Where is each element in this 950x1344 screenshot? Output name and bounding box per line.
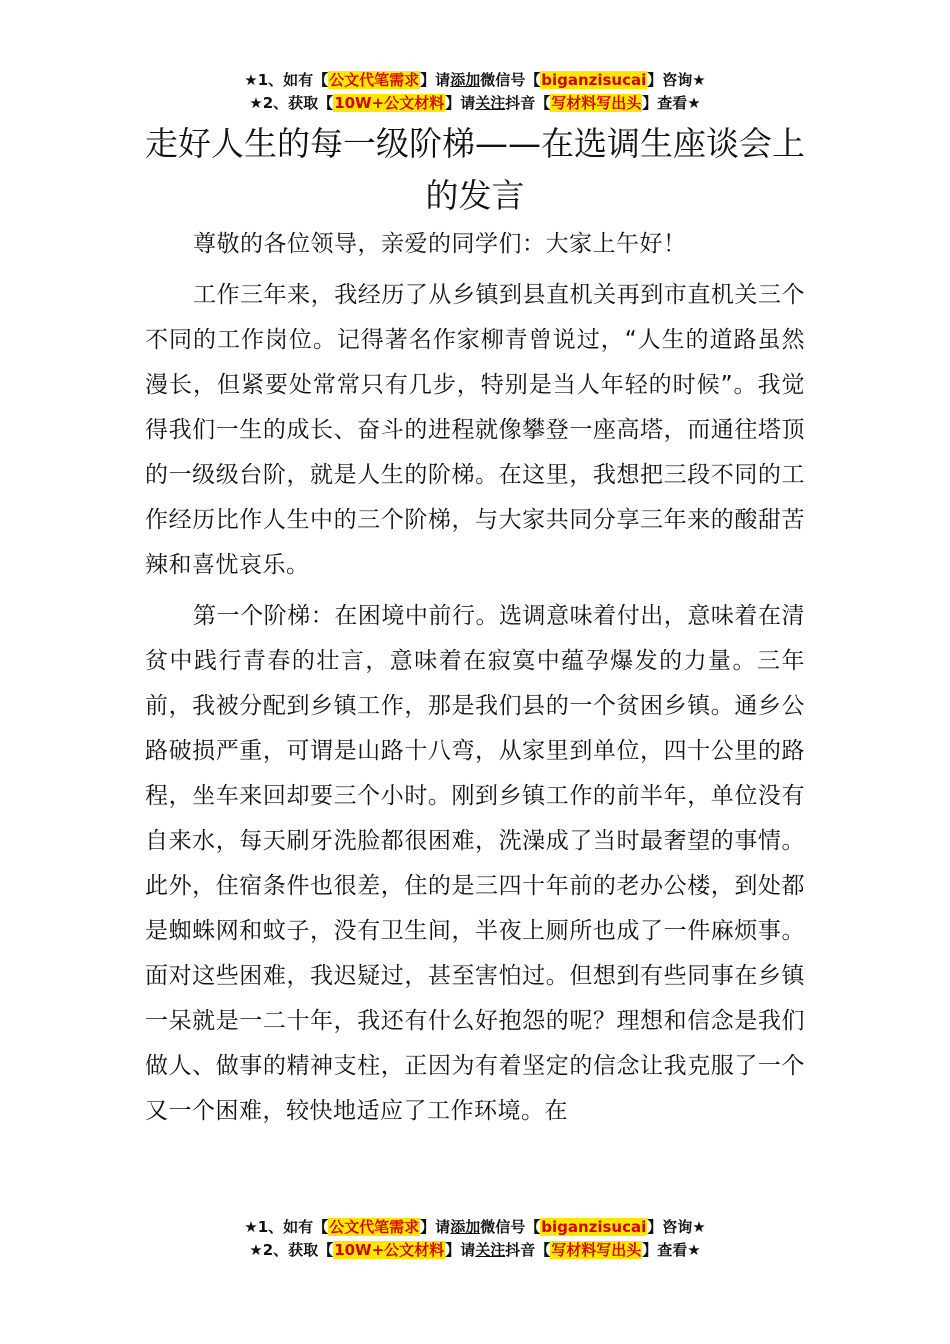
banner-text: ★2、获取【 — [249, 1241, 334, 1259]
banner-text: 】请 — [420, 71, 451, 89]
document-title: 走好人生的每一级阶梯——在选调生座谈会上的发言 — [145, 124, 805, 215]
banner-text: ★2、获取【 — [249, 94, 334, 112]
banner-text: 】查看★ — [642, 1241, 701, 1259]
banner-text: ★1、如有【 — [244, 1218, 329, 1236]
highlight-service: 公文代笔需求 — [329, 1218, 420, 1236]
highlight-materials: 10W+公文材料 — [334, 94, 445, 112]
banner-text: 】咨询★ — [647, 71, 706, 89]
highlight-service: 公文代笔需求 — [329, 71, 420, 89]
banner-text: 】请 — [445, 1241, 476, 1259]
highlight-wechat-id: biganzisucai — [541, 1218, 647, 1236]
underlined-text: 关注 — [475, 94, 506, 112]
underlined-text: 关注 — [475, 1241, 506, 1259]
banner-line-1 — [0, 1216, 950, 1239]
paragraph-greeting: 尊敬的各位领导，亲爱的同学们：大家上午好！ — [193, 231, 687, 257]
banner-text: 抖音【 — [505, 1241, 551, 1259]
banner-line-2 — [0, 92, 950, 115]
paragraph-first-step: 第一个阶梯：在困境中前行。选调意味着付出，意味着在清贫中践行青春的壮言，意味着在寂寞中蕴孕爆发的力量。三年前，我被分配到乡镇工作，那是我们县的一个贫困乡镇。通乡公路破损严重，可谓是山路十八弯，从家里到单位，四十公里的路程，坐车来回却要三个小时。刚到乡镇工作的前半年，单位没有自来水，每天刷牙洗脸都很困难，洗澡成了当时最奢望的事情。此外，住宿条件也很差，住的是三四十年前的老办公楼，到处都是蜘蛛网和蚊子，没有卫生间，半夜上厕所也成了一件麻烦事。面对这些困难，我迟疑过，甚至害怕过。但想到有些同事在乡镇一呆就是一二十年，我还有什么好抱怨的呢？理想和信念是我们做人、做事的精神支柱，正因为有着坚定的信念让我克服了一个又一个困难，较快地适应了工作环境。在 — [145, 603, 805, 1124]
banner-line-2 — [0, 1239, 950, 1262]
banner-text: ★1、如有【 — [244, 71, 329, 89]
banner-line-1 — [0, 69, 950, 92]
highlight-douyin-account: 写材料写出头 — [551, 1241, 642, 1259]
banner-text: 】查看★ — [642, 94, 701, 112]
document-body — [145, 222, 805, 1140]
footer-banner — [0, 1216, 950, 1262]
highlight-materials: 10W+公文材料 — [334, 1241, 445, 1259]
header-banner — [0, 69, 950, 115]
underlined-text: 添加 — [450, 71, 481, 89]
banner-text: 】咨询★ — [647, 1218, 706, 1236]
banner-text: 】请 — [420, 1218, 451, 1236]
banner-text: 抖音【 — [505, 94, 551, 112]
highlight-douyin-account: 写材料写出头 — [551, 94, 642, 112]
banner-text: 】请 — [445, 94, 476, 112]
paragraph-intro: 工作三年来，我经历了从乡镇到县直机关再到市直机关三个不同的工作岗位。记得著名作家柳青曾说过，“人生的道路虽然漫长，但紧要处常常只有几步，特别是当人年轻的时候”。我觉得我们一生的成长、奋斗的进程就像攀登一座高塔，而通往塔顶的一级级台阶，就是人生的阶梯。在这里，我想把三段不同的工作经历比作人生中的三个阶梯，与大家共同分享三年来的酸甜苦辣和喜忧哀乐。 — [145, 282, 805, 578]
underlined-text: 添加 — [450, 1218, 481, 1236]
banner-text: 微信号【 — [480, 1218, 541, 1236]
highlight-wechat-id: biganzisucai — [541, 71, 647, 89]
banner-text: 微信号【 — [480, 71, 541, 89]
